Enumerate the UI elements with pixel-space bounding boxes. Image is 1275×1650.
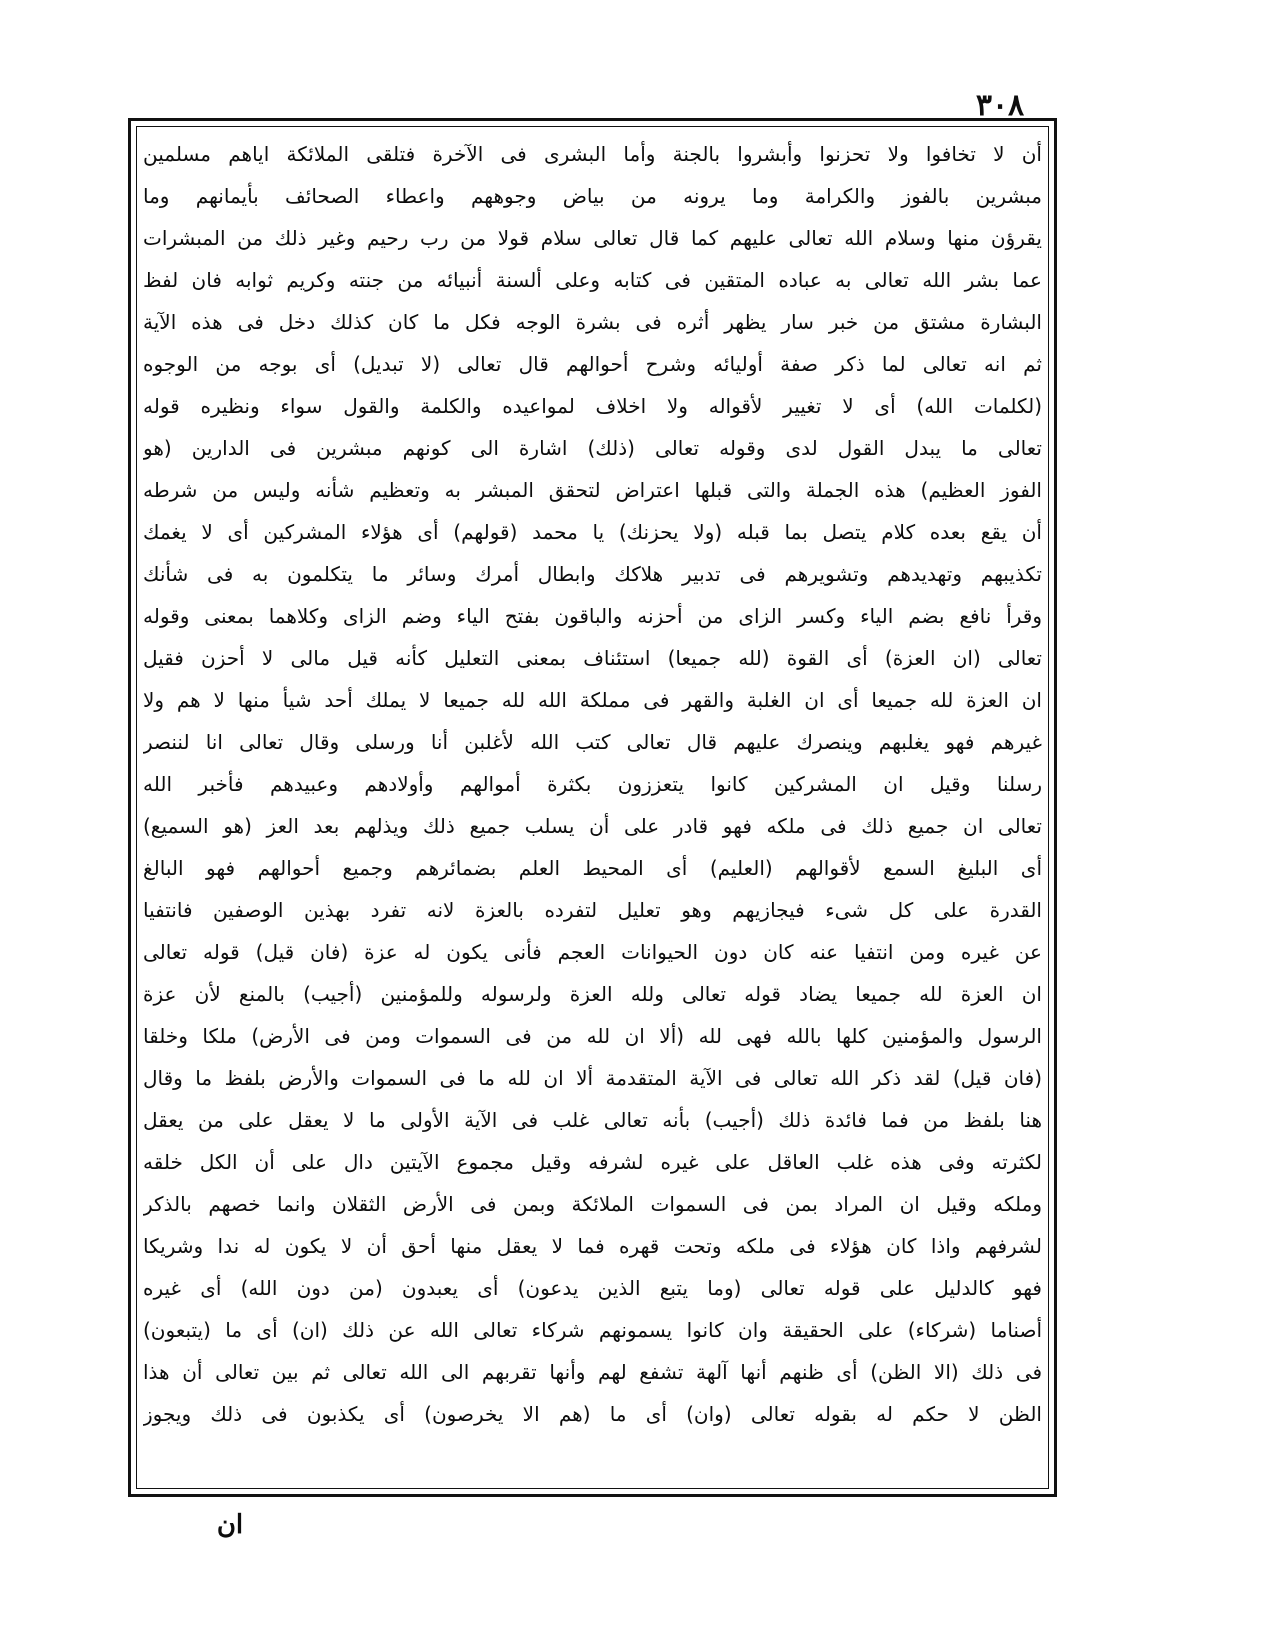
text-line: تعالى (ان العزة) أى القوة (لله جميعا) استئناف بمعنى التعليل كأنه قيل مالى لا أحزن فقيل [143, 646, 1042, 670]
text-line: أى البليغ السمع لأقوالهم (العليم) أى المحيط العلم بضمائرهم وجميع أحوالهم فهو البالغ [143, 856, 1042, 880]
text-line: عما بشر الله تعالى به عباده المتقين فى كتابه وعلى ألسنة أنبيائه من جنته وكريم ثوابه فان لفظ [143, 268, 1042, 292]
page-number: ٣٠٨ [975, 88, 1025, 123]
text-line: تعالى ان جميع ذلك فى ملكه فهو قادر على أن يسلب جميع ذلك ويذلهم بعد العز (هو السميع) [143, 814, 1042, 838]
text-line: لكثرته وفى هذه غلب العاقل على غيره لشرفه وقيل مجموع الآيتين دال على أن الكل خلقه [143, 1150, 1042, 1174]
text-line: هنا بلفظ من فما فائدة ذلك (أجيب) بأنه تعالى غلب فى الآية الأولى ما لا يعقل على من يعقل [143, 1108, 1042, 1132]
text-line: البشارة مشتق من خبر سار يظهر أثره فى بشرة الوجه فكل ما كان كذلك دخل فى هذه الآية [143, 310, 1042, 334]
text-line: الرسول والمؤمنين كلها بالله فهى لله (ألا ان لله من فى السموات ومن فى الأرض) ملكا وخلقا [143, 1024, 1042, 1048]
page-frame [128, 118, 1057, 1497]
text-line: أصناما (شركاء) على الحقيقة وان كانوا يسمونهم شركاء تعالى الله عن ذلك (ان) أى ما (يتبعون) [143, 1318, 1042, 1342]
text-line: ان العزة لله جميعا أى ان الغلبة والقهر فى مملكة الله لله جميعا لا يملك أحد شيأ منها لا هم ولا [143, 688, 1042, 712]
text-line: وقرأ نافع بضم الياء وكسر الزاى من أحزنه والباقون بفتح الياء وضم الزاى وكلاهما بمعنى وقوله [143, 604, 1042, 628]
text-line: فهو كالدليل على قوله تعالى (وما يتبع الذين يدعون) أى يعبدون (من دون الله) أى غيره [143, 1276, 1042, 1300]
text-line: الفوز العظيم) هذه الجملة والتى قبلها اعتراض لتحقق المبشر به وتعظيم شأنه وليس من شرطه [143, 478, 1042, 502]
text-line: لشرفهم واذا كان هؤلاء فى ملكه وتحت قهره فما لا يعقل منها أحق أن لا يكون له ندا وشريكا [143, 1234, 1042, 1258]
text-line: ثم انه تعالى لما ذكر صفة أوليائه وشرح أحوالهم قال تعالى (لا تبديل) أى بوجه من الوجوه [143, 352, 1042, 376]
catchword: ان [216, 1510, 244, 1540]
text-line: أن لا تخافوا ولا تحزنوا وأبشروا بالجنة وأما البشرى فى الآخرة فتلقى الملائكة اياهم مسلمين [143, 142, 1042, 166]
text-body [143, 133, 1042, 1482]
text-line: وملكه وقيل ان المراد بمن فى السموات الملائكة وبمن فى الأرض الثقلان وانما خصهم بالذكر [143, 1192, 1042, 1216]
text-line: ان العزة لله جميعا يضاد قوله تعالى ولله العزة ولرسوله وللمؤمنين (أجيب) بالمنع لأن عزة [143, 982, 1042, 1006]
text-line: مبشرين بالفوز والكرامة وما يرونه من بياض وجوههم واعطاء الصحائف بأيمانهم وما [143, 184, 1042, 208]
text-line: القدرة على كل شىء فيجازيهم وهو تعليل لتفرده بالعزة لانه تفرد بهذين الوصفين فانتفيا [143, 898, 1042, 922]
text-line: تعالى ما يبدل القول لدى وقوله تعالى (ذلك) اشارة الى كونهم مبشرين فى الدارين (هو [143, 436, 1042, 460]
text-line: رسلنا وقيل ان المشركين كانوا يتعززون بكثرة أموالهم وأولادهم وعبيدهم فأخبر الله [143, 772, 1042, 796]
text-line: يقرؤن منها وسلام الله تعالى عليهم كما قال تعالى سلام قولا من رب رحيم وغير ذلك من المبشرات [143, 226, 1042, 250]
text-line: الظن لا حكم له بقوله تعالى (وان) أى ما (هم الا يخرصون) أى يكذبون فى ذلك ويجوز [143, 1402, 1042, 1426]
text-line: (فان قيل) لقد ذكر الله تعالى فى الآية المتقدمة ألا ان لله ما فى السموات والأرض بلفظ ما وقال [143, 1066, 1042, 1090]
text-line: عن غيره ومن انتفيا عنه كان دون الحيوانات العجم فأنى يكون له عزة (فان قيل) قوله تعالى [143, 940, 1042, 964]
text-line: غيرهم فهو يغلبهم وينصرك عليهم قال تعالى كتب الله لأغلبن أنا ورسلى وقال تعالى انا لننصر [143, 730, 1042, 754]
text-line: أن يقع بعده كلام يتصل بما قبله (ولا يحزنك) يا محمد (قولهم) أى هؤلاء المشركين أى لا يغمك [143, 520, 1042, 544]
text-line: فى ذلك (الا الظن) أى ظنهم أنها آلهة تشفع لهم وأنها تقربهم الى الله تعالى ثم بين تعالى أن هذا [143, 1360, 1042, 1384]
text-line: تكذيبهم وتهديدهم وتشويرهم فى تدبير هلاكك وابطال أمرك وسائر ما يتكلمون به فى شأنك [143, 562, 1042, 586]
text-line: (لكلمات الله) أى لا تغيير لأقواله ولا اخلاف لمواعيده والكلمة والقول سواء ونظيره قوله [143, 394, 1042, 418]
